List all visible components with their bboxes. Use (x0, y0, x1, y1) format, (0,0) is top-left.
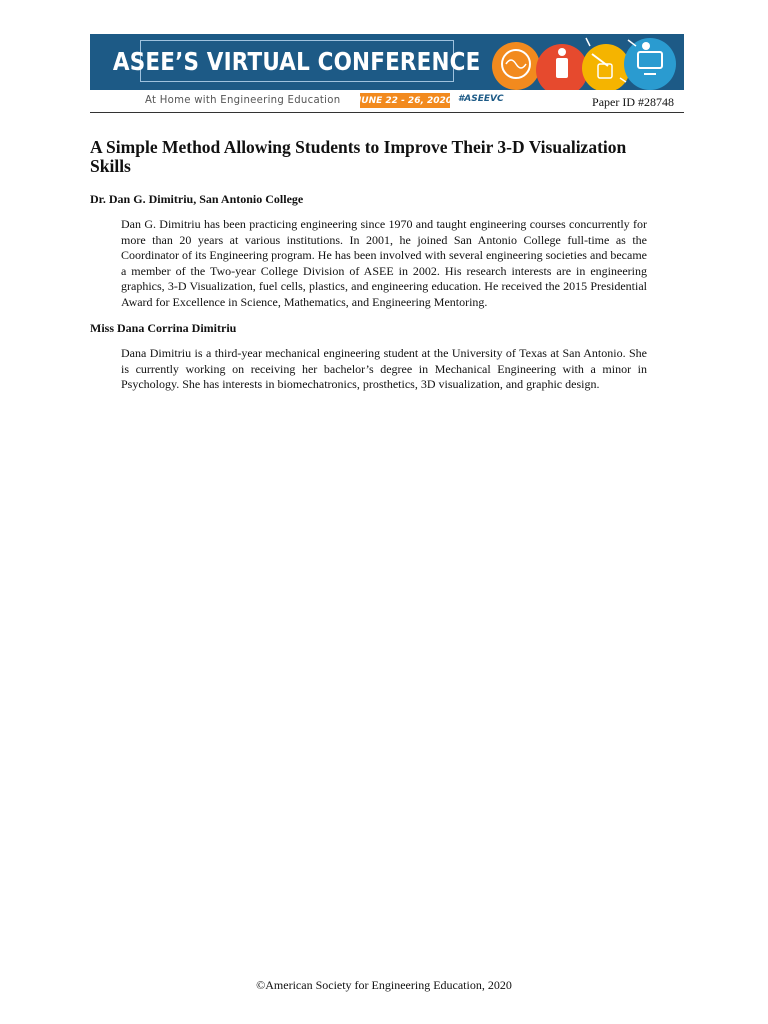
copyright-footer: ©American Society for Engineering Education, 2020 (256, 978, 512, 992)
conference-hashtag: #ASEEVC (458, 94, 504, 104)
paper-title: A Simple Method Allowing Students to Improve Their 3-D Visualization Skills (90, 137, 627, 176)
banner-title: ASEE’S VIRTUAL CONFERENCE (113, 46, 481, 76)
conference-dates-badge: JUNE 22 - 26, 2020 (360, 93, 450, 108)
conference-illustration-icon (488, 34, 684, 90)
banner-tagline: At Home with Engineering Education (145, 93, 341, 106)
author-name: Miss Dana Corrina Dimitriu (90, 321, 237, 335)
author-name: Dr. Dan G. Dimitriu, San Antonio College (90, 192, 304, 206)
banner-title-box (113, 40, 481, 82)
banner-subline (90, 90, 684, 112)
paper-id: Paper ID #28748 (592, 95, 674, 109)
author-bio: Dan G. Dimitriu has been practicing engineering since 1970 and taught engineering courses concurrently for more than 20 years at various institutions. In 2001, he joined San Antonio College full-time as the Coordinator of its Engineering program. He has been involved with several engineering societies and became a member of the Two-year College Division of ASEE in 2002. His research interests are in engineering graphics, 3-D Visualization, fuel cells, plastics, and engineering education. He received the 2015 Presidential Award for Excellence in Science, Mathematics, and Engineering Mentoring. (121, 217, 647, 309)
header-divider (90, 112, 684, 113)
conference-banner (90, 34, 684, 90)
author-bio: Dana Dimitriu is a third-year mechanical engineering student at the University of Texas at San Antonio. She is currently working on receiving her bachelor’s degree in Mechanical Engineering with a minor in Psychology. She has interests in biomechatronics, prosthetics, 3D visualization, and graphic design. (121, 346, 647, 392)
